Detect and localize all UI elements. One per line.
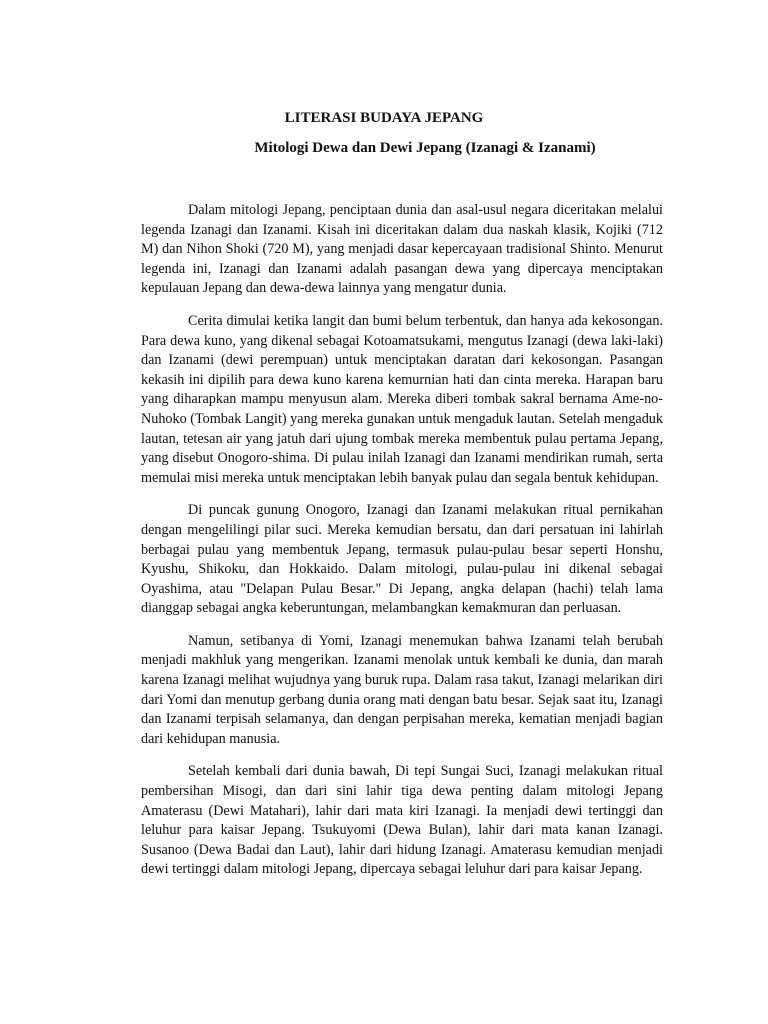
paragraph-3: Di puncak gunung Onogoro, Izanagi dan Izanami melakukan ritual pernikahan dengan mengelilingi pilar suci. Mereka kemudian bersatu, dan dari persatuan ini lahirlah berbagai pulau yang membentuk Jepang, termasuk pulau-pulau besar seperti Honshu, Kyushu, Shikoku, dan Hokkaido. Dalam mitologi, pulau-pulau ini dikenal sebagai Oyashima, atau "Delapan Pulau Besar." Di Jepang, angka delapan (hachi) telah lama dianggap sebagai angka keberuntungan, melambangkan kemakmuran dan perluasan. (141, 502, 663, 617)
paragraph-1: Dalam mitologi Jepang, penciptaan dunia dan asal-usul negara diceritakan melalui legenda Izanagi dan Izanami. Kisah ini diceritakan dalam dua naskah klasik, Kojiki (712 M) dan Nihon Shoki (720 M), yang menjadi dasar kepercayaan tradisional Shinto. Menurut legenda ini, Izanagi dan Izanami adalah pasangan dewa yang dipercaya menciptakan kepulauan Jepang dan dewa-dewa lainnya yang mengatur dunia. (141, 202, 663, 297)
paragraph-2: Cerita dimulai ketika langit dan bumi belum terbentuk, dan hanya ada kekosongan. Para dewa kuno, yang dikenal sebagai Kotoamatsukami, mengutus Izanagi (dewa laki-laki) dan Izanami (dewi perempuan) untuk menciptakan daratan dari kekosongan. Pasangan kekasih ini dipilih para dewa kuno karena kemurnian hati dan cinta mereka. Harapan baru yang diharapkan mampu menyusun alam. Mereka diberi tombak sakral bernama Ame-no-Nuhoko (Tombak Langit) yang mereka gunakan untuk mengaduk lautan. Setelah mengaduk lautan, tetesan air yang jatuh dari ujung tombak mereka membentuk pulau pertama Jepang, yang disebut Onogoro-shima. Di pulau inilah Izanagi dan Izanami mendirikan rumah, serta memulai misi mereka untuk menciptakan lebih banyak pulau dan segala bentuk kehidupan. (141, 312, 663, 486)
document-subtitle: Mitologi Dewa dan Dewi Jepang (Izanagi & Izanami) (254, 140, 596, 156)
paragraph-4: Namun, setibanya di Yomi, Izanagi menemukan bahwa Izanami telah berubah menjadi makhluk yang mengerikan. Izanami menolak untuk kembali ke dunia, dan marah karena Izanagi melihat wujudnya yang buruk rupa. Dalam rasa takut, Izanagi melarikan diri dari Yomi dan menutup gerbang dunia orang mati dengan batu besar. Sejak saat itu, Izanagi dan Izanami terpisah selamanya, dan dengan perpisahan mereka, kematian menjadi bagian dari kehidupan manusia. (141, 632, 663, 747)
document-title: LITERASI BUDAYA JEPANG (284, 110, 484, 126)
paragraph-5: Setelah kembali dari dunia bawah, Di tepi Sungai Suci, Izanagi melakukan ritual pembersihan Misogi, dan dari sini lahir tiga dewa penting dalam mitologi Jepang Amaterasu (Dewi Matahari), lahir dari mata kiri Izanagi. Ia menjadi dewi tertinggi dan leluhur para kaisar Jepang. Tsukuyomi (Dewa Bulan), lahir dari mata kanan Izanagi. Susanoo (Dewa Badai dan Laut), lahir dari hidung Izanagi. Amaterasu kemudian menjadi dewi tertinggi dalam mitologi Jepang, dipercaya sebagai leluhur dari para kaisar Jepang. (141, 763, 663, 878)
document-body (141, 201, 663, 893)
